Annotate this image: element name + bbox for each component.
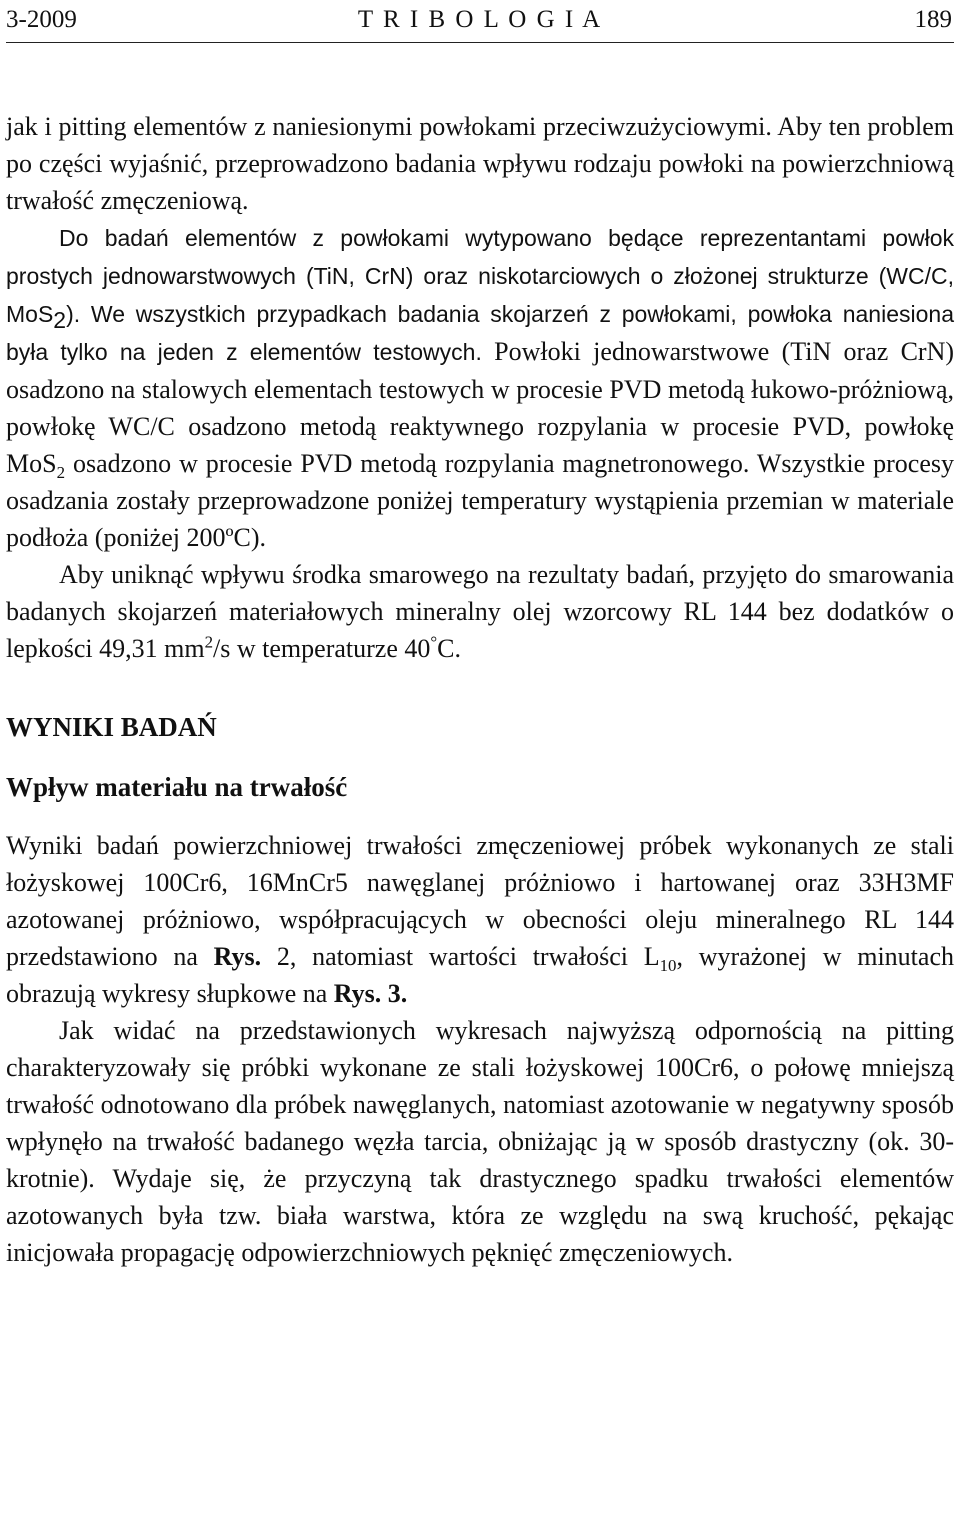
journal-title: T R I B O L O G I A bbox=[357, 6, 603, 33]
page-number: 189 bbox=[914, 6, 952, 33]
text-run: C. bbox=[437, 634, 461, 663]
figure-ref: Rys. 3. bbox=[333, 979, 408, 1008]
header-rule bbox=[6, 42, 954, 43]
text-run: Powłoki jednowarstwowe (TiN oraz CrN) osadzono na stalowych elementach testowych w procesie PVD metodą łukowo-próżniową, powłokę WC/C osadzono metodą reaktywnego rozpylania w procesie PVD, powłokę MoS bbox=[6, 337, 954, 478]
issue-number: 3-2009 bbox=[6, 6, 77, 33]
paragraph-lubricant bbox=[6, 556, 954, 667]
text-run: osadzono w procesie PVD metodą rozpylania magnetronowego. Wszystkie procesy osadzania zostały przeprowadzone poniżej temperatury wystąpienia przemian w materiale podłoża (poniżej 200ºC). bbox=[6, 449, 954, 552]
text-run: Wyniki badań powierzchniowej trwałości zmęczeniowej próbek wykonanych ze stali łożyskowej 100Cr6, 16MnCr5 nawęglanej próżniowo i hartowanej oraz 33H3MF azotowanej próżniowo, współpracujących w obecności oleju mineralnego RL 144 przedstawiono na bbox=[6, 831, 954, 971]
text-run: Aby uniknąć wpływu środka smarowego na rezultaty badań, przyjęto do smarowania badanych skojarzeń materiałowych mineralny olej wzorcowy RL 144 bez dodatków o lepkości 49,31 mm bbox=[6, 560, 954, 663]
subscript: 2 bbox=[56, 463, 66, 483]
superscript: 2 bbox=[204, 632, 214, 652]
text-run: 2, natomiast wartości trwałości L bbox=[261, 942, 660, 971]
subscript: 2 bbox=[53, 307, 67, 334]
text-run: Do badań elementów z powłokami wytypowano będące reprezentantami powłok prostych jednowarstwowych (TiN, CrN) oraz niskotarciowych o złożonej strukturze (WC/C, MoS bbox=[6, 225, 954, 327]
paragraph-intro bbox=[6, 108, 954, 556]
section-heading: WYNIKI BADAŃ bbox=[6, 712, 217, 742]
article-body bbox=[6, 108, 954, 1271]
degree-sign: ° bbox=[430, 632, 438, 652]
subscript: 10 bbox=[659, 956, 677, 976]
paragraph-results bbox=[6, 827, 954, 1012]
text-run: ). We wszystkich przypadkach badania skojarzeń z powłokami, powłoka naniesiona była tylko na jeden z elementów testowych. bbox=[6, 301, 954, 365]
text-run: , wyrażonej w minutach obrazują wykresy słupkowe na bbox=[6, 942, 954, 1008]
figure-ref: Rys. bbox=[213, 942, 262, 971]
text-run: jak i pitting elementów z naniesionymi powłokami przeciwzużyciowymi. Aby ten problem po części wyjaśnić, przeprowadzono badania wpływu rodzaju powłoki na powierzchniową trwałość zmęczeniową. bbox=[6, 112, 954, 215]
running-header bbox=[6, 4, 954, 36]
text-run: /s w temperaturze 40 bbox=[213, 634, 431, 663]
subsection-heading: Wpływ materiału na trwałość bbox=[6, 772, 348, 802]
paragraph-discussion: Jak widać na przedstawionych wykresach najwyższą odpornością na pitting charakteryzowały się próbki wykonane ze stali łożyskowej 100Cr6, o połowę mniejszą trwałość odnotowano dla próbek nawęglanych, natomiast azotowanie w negatywny sposób wpłynęło na trwałość badanego węzła tarcia, obniżając ją w sposób drastyczny (ok. 30-krotnie). Wydaje się, że przyczyną tak drastycznego spadku trwałości elementów azotowanych była tzw. biała warstwa, która ze względu na swą kruchość, pękając inicjowała propagację odpowierzchniowych pęknięć zmęczeniowych. bbox=[6, 1016, 954, 1267]
